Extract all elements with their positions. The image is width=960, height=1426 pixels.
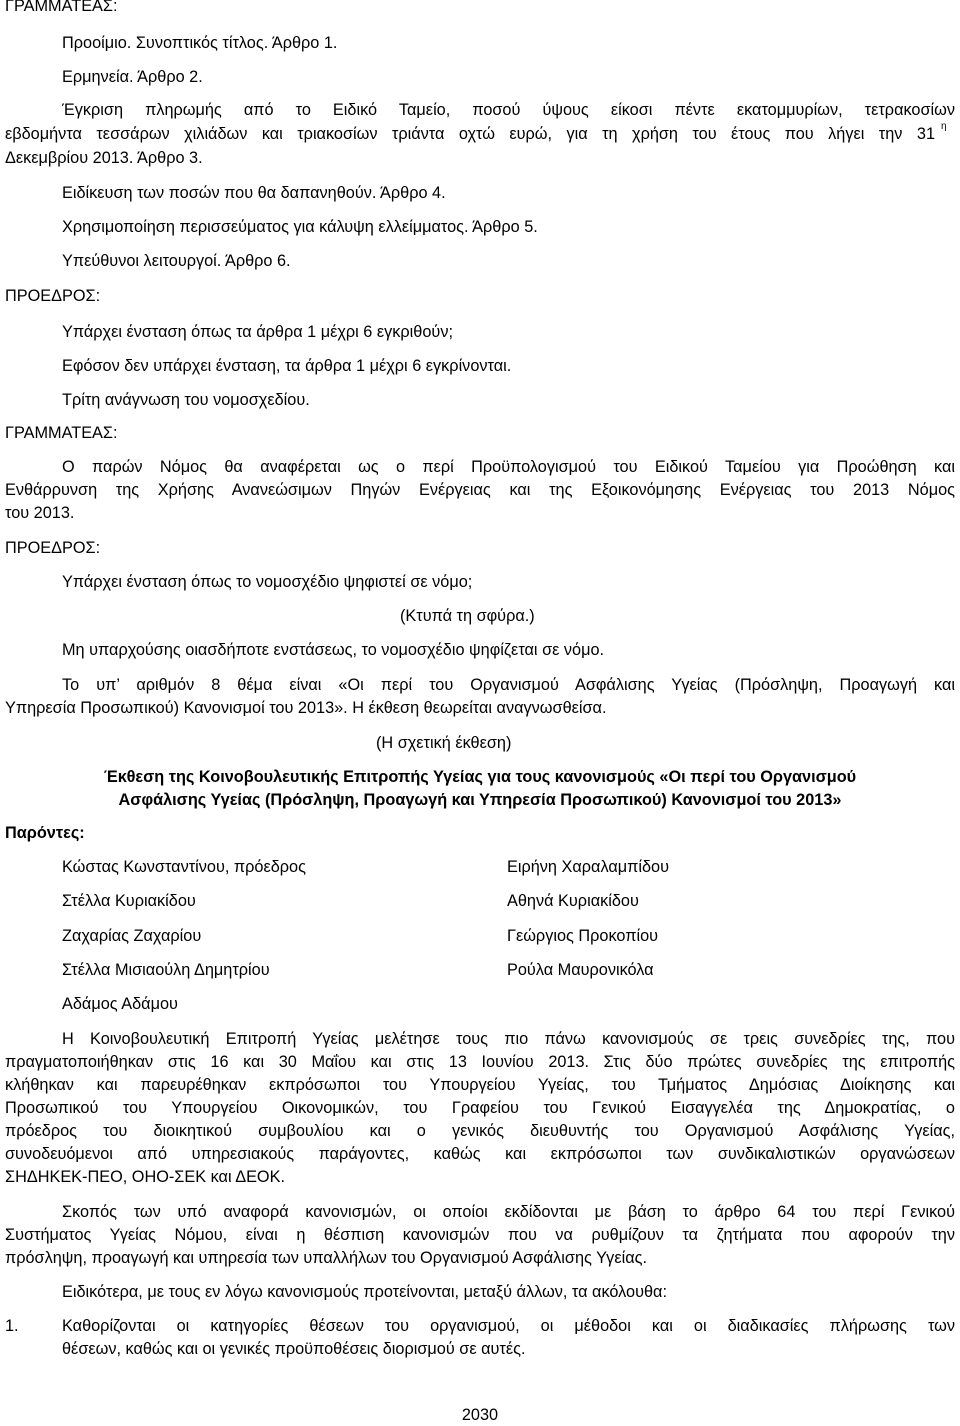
bill-passed-line: Μη υπαρχούσης οιασδήποτε ενστάσεως, το νομοσχέδιο ψηφίζεται σε νόμο. [62, 641, 605, 659]
specifically-line: Ειδικότερα, με τους εν λόγω κανονισμούς προτείνονται, μεταξύ άλλων, τα ακόλουθα: [62, 1283, 667, 1301]
approval-paragraph-line-2: εβδομήντα τεσσάρων χιλιάδων και τριακοσίων τριάντα οχτώ ευρώ, για τη χρήση του έτους που λήγει την 31 [5, 125, 935, 143]
article-6-line: Υπεύθυνοι λειτουργοί. Άρθρο 6. [62, 252, 291, 270]
law-title-line-3: του 2013. [5, 504, 75, 522]
interpretation-line: Ερμηνεία. Άρθρο 2. [62, 68, 203, 86]
speaker-president-2: ΠΡΟΕΔΡΟΣ: [5, 539, 101, 557]
article-4-line: Ειδίκευση των ποσών που θα δαπανηθούν. Άρθρο 4. [62, 184, 446, 202]
list-item-1-line-2: θέσεων, καθώς και οι γενικές προϋποθέσεις διορισμού σε αυτές. [62, 1340, 526, 1358]
gavel-note: (Κτυπά τη σφύρα.) [400, 607, 535, 625]
present-member: Αθηνά Κυριακίδου [507, 892, 639, 910]
law-title-line-2: Ενθάρρυνση της Χρήσης Ανανεώσιμων Πηγών Ενέργειας και της Εξοικονόμησης Ενέργειας του 2013 Νόμος [5, 481, 955, 499]
present-member: Ρούλα Μαυρονικόλα [507, 961, 654, 979]
report-body-line: πρόεδρος του διοικητικού συμβουλίου και ο γενικός διευθυντής του Οργανισμού Ασφάλισης Υγείας, [5, 1122, 955, 1140]
speaker-secretary-2: ΓΡΑΜΜΑΤΕΑΣ: [5, 424, 118, 442]
objection-question-2: Υπάρχει ένσταση όπως το νομοσχέδιο ψηφιστεί σε νόμο; [62, 573, 473, 591]
related-report-note: (Η σχετική έκθεση) [376, 734, 512, 752]
present-member: Ζαχαρίας Ζαχαρίου [62, 927, 202, 945]
list-number: 1. [5, 1317, 19, 1335]
article-5-line: Χρησιμοποίηση περισσεύματος για κάλυψη ελλείμματος. Άρθρο 5. [62, 218, 538, 236]
speaker-secretary-1: ΓΡΑΜΜΑΤΕΑΣ: [5, 0, 118, 15]
speaker-president-1: ΠΡΟΕΔΡΟΣ: [5, 287, 101, 305]
approval-paragraph-line-3: Δεκεμβρίου 2013. Άρθρο 3. [5, 149, 203, 167]
present-member: Στέλλα Μισιαούλη Δημητρίου [62, 961, 270, 979]
page-number: 2030 [461, 1406, 499, 1424]
report-body-line: Η Κοινοβουλευτική Επιτροπή Υγείας μελέτησε τους πιο πάνω κανονισμούς σε τρεις συνεδρίες της, που [62, 1030, 955, 1048]
superscript-eta: η [941, 121, 947, 132]
present-member: Ειρήνη Χαραλαμπίδου [507, 858, 670, 876]
purpose-line-3: πρόσληψη, προαγωγή και υπηρεσία των υπαλλήλων του Οργανισμού Ασφάλισης Υγείας. [5, 1249, 647, 1267]
law-title-line-1: Ο παρών Νόμος θα αναφέρεται ως ο περί Προϋπολογισμού του Ειδικού Ταμείου για Προώθηση και [62, 458, 955, 476]
objection-question-1: Υπάρχει ένσταση όπως τα άρθρα 1 μέχρι 6 εγκριθούν; [62, 323, 453, 341]
present-member: Γεώργιος Προκοπίου [507, 927, 659, 945]
report-body-line: συνοδευόμενοι από υπηρεσιακούς παράγοντες, καθώς και εκπρόσωποι των συνδικαλιστικών οργανώσεων [5, 1145, 955, 1163]
purpose-line-2: Συστήματος Υγείας Νόμου, είναι η θέσπιση κανονισμών που να ρυθμίζουν τα ζητήματα που αφορούν την [5, 1226, 955, 1244]
articles-approved-line: Εφόσον δεν υπάρχει ένσταση, τα άρθρα 1 μέχρι 6 εγκρίνονται. [62, 357, 512, 375]
present-heading: Παρόντες: [5, 824, 85, 842]
present-member: Αδάμος Αδάμου [62, 995, 178, 1013]
list-item-1-line-1: Καθορίζονται οι κατηγορίες θέσεων του οργανισμού, οι μέθοδοι και οι διαδικασίες πλήρωσης των [62, 1317, 955, 1335]
report-title-line-2: Ασφάλισης Υγείας (Πρόσληψη, Προαγωγή και Υπηρεσία Προσωπικού) Κανονισμοί του 2013» [118, 791, 842, 809]
preamble-line: Προοίμιο. Συνοπτικός τίτλος. Άρθρο 1. [62, 34, 338, 52]
report-body-line: Προσωπικού του Υπουργείου Οικονομικών, του Γραφείου του Γενικού Εισαγγελέα της Δημοκρατίας, ο [5, 1099, 955, 1117]
purpose-line-1: Σκοπός των υπό αναφορά κανονισμών, οι οποίοι εκδίδονται με βάση το άρθρο 64 του περί Γενικού [62, 1203, 955, 1221]
third-reading-line: Τρίτη ανάγνωση του νομοσχεδίου. [62, 391, 310, 409]
report-body-line: ΣΗΔΗΚΕΚ-ΠΕΟ, ΟΗΟ-ΣΕΚ και ΔΕΟΚ. [5, 1168, 285, 1186]
approval-paragraph-line-1: Έγκριση πληρωμής από το Ειδικό Ταμείο, ποσού ύψους είκοσι πέντε εκατομμυρίων, τετρακοσίων [62, 101, 955, 119]
present-member: Κώστας Κωνσταντίνου, πρόεδρος [62, 858, 306, 876]
item-8-line-2: Υπηρεσία Προσωπικού) Κανονισμοί του 2013». Η έκθεση θεωρείται αναγνωσθείσα. [5, 699, 607, 717]
report-body-line: πραγματοποιήθηκαν στις 16 και 30 Μαΐου και στις 13 Ιουνίου 2013. Στις δύο πρώτες συνεδρίες της επιτροπής [5, 1053, 955, 1071]
item-8-line-1: Το υπ’ αριθμόν 8 θέμα είναι «Οι περί του Οργανισμού Ασφάλισης Υγείας (Πρόσληψη, Προαγωγή και [62, 676, 955, 694]
present-member: Στέλλα Κυριακίδου [62, 892, 196, 910]
report-title-line-1: Έκθεση της Κοινοβουλευτικής Επιτροπής Υγείας για τους κανονισμούς «Οι περί του Οργανισμού [103, 768, 857, 786]
report-body-line: κλήθηκαν και παρευρέθηκαν εκπρόσωποι του Υπουργείου Υγείας, του Τμήματος Δημόσιας Διοίκησης και [5, 1076, 955, 1094]
